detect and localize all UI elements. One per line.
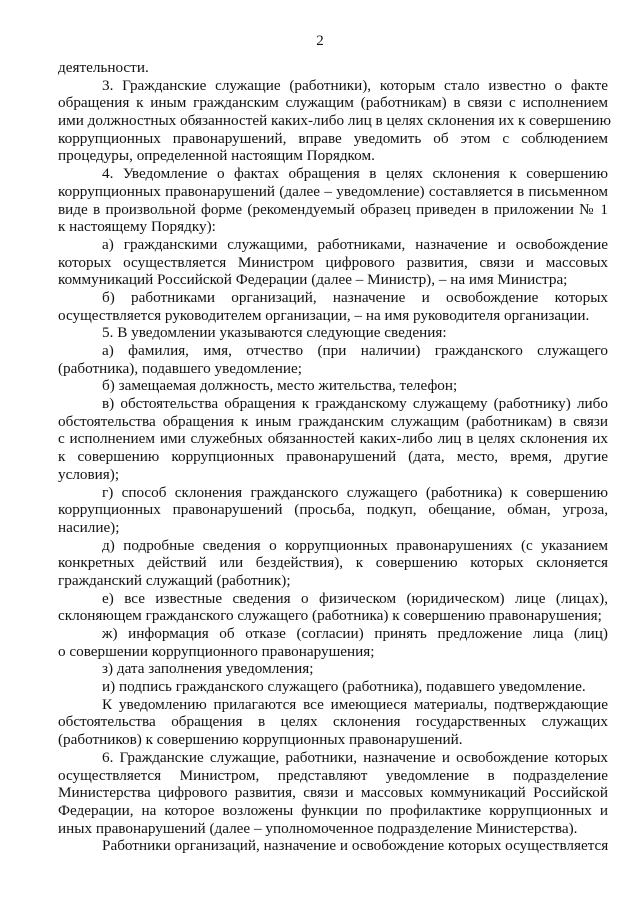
text-line: склоняющем гражданского служащего (работника) к совершению правонарушения; <box>58 607 602 625</box>
text-line: иных правонарушений (далее – уполномоченное подразделение Министерства). <box>58 819 578 837</box>
text-line: Работники организаций, назначение и освобождение которых осуществляется <box>102 837 609 855</box>
text-line: ж) информация об отказе (согласии) принять предложение лица (лиц) <box>102 625 608 642</box>
text-line: (работника), подавшего уведомление; <box>58 359 302 377</box>
text-line: б) работниками организаций, назначение и освобождение которых <box>102 288 608 306</box>
text-line: к совершению коррупционных правонарушений (дата, место, время, другие <box>58 448 608 466</box>
text-line: д) подробные сведения о коррупционных правонарушениях (с указанием <box>102 536 608 554</box>
text-line: условия); <box>58 465 120 483</box>
text-line: к настоящему Порядку): <box>58 218 216 236</box>
text-line: г) способ склонения гражданского служащего (работника) к совершению <box>102 483 608 501</box>
text-line: обстоятельства обращения в целях склонения государственных служащих <box>58 713 608 731</box>
text-line: коррупционных правонарушений (далее – уведомление) составляется в письменном <box>58 182 608 200</box>
text-line: 3. Гражданские служащие (работники), которым стало известно о факте <box>102 76 608 94</box>
text-line: е) все известные сведения о физическом (юридическом) лице (лицах), <box>102 589 608 607</box>
text-line: конкретных действий или бездействия), к совершению которых склоняется <box>58 554 608 572</box>
text-line: и) подпись гражданского служащего (работника), подавшего уведомление. <box>102 678 586 696</box>
text-line: 4. Уведомление о фактах обращения в целях склонения к совершению <box>102 165 608 183</box>
text-line: осуществляется Министром, представляют уведомление в подразделение <box>58 766 608 784</box>
text-line: насилие); <box>58 518 120 536</box>
page-number: 2 <box>316 33 324 49</box>
text-line: Министерства цифрового развития, связи и массовых коммуникаций Российской <box>58 784 608 802</box>
text-line: обращения к иным гражданским служащим (работникам) в связи с исполнением <box>58 94 608 112</box>
text-line: о совершении коррупционного правонарушения; <box>58 642 375 660</box>
text-line: 5. В уведомлении указываются следующие сведения: <box>102 324 447 342</box>
text-line: обстоятельства обращения к иным гражданским служащим (работникам) в связи <box>58 412 608 430</box>
text-line: К уведомлению прилагаются все имеющиеся материалы, подтверждающие <box>102 695 608 713</box>
text-line: виде в произвольной форме (рекомендуемый образец приведен в приложении № 1 <box>58 200 608 218</box>
text-line: с исполнением ими служебных обязанностей каких-либо лиц в целях склонения их <box>58 430 608 448</box>
text-line: а) гражданскими служащими, работниками, назначение и освобождение <box>102 235 608 253</box>
text-line: которых осуществляется Министром цифрового развития, связи и массовых <box>58 253 608 271</box>
text-line: коррупционных правонарушений, вправе уведомить об этом с соблюдением <box>58 129 608 147</box>
text-line: б) замещаемая должность, место жительства, телефон; <box>102 377 458 395</box>
text-line: ими должностных обязанностей каких-либо лиц в целях склонения их к совершению <box>58 112 611 130</box>
text-line: (работников) к совершению коррупционных правонарушений. <box>58 731 463 749</box>
text-line: гражданский служащий (работник); <box>58 571 291 589</box>
text-line: процедуры, определенной настоящим Порядком. <box>58 147 375 165</box>
text-line: з) дата заполнения уведомления; <box>102 660 314 678</box>
text-line: коммуникаций Российской Федерации (далее – Министр), – на имя Министра; <box>58 271 568 289</box>
text-line: коррупционных правонарушений (просьба, подкуп, обещание, обман, угроза, <box>58 501 608 519</box>
text-line: 6. Гражданские служащие, работники, назначение и освобождение которых <box>102 748 608 766</box>
document-body <box>58 59 611 855</box>
text-line: Федерации, на которое возложены функции по профилактике коррупционных и <box>58 801 608 819</box>
text-line: а) фамилия, имя, отчество (при наличии) гражданского служащего <box>102 342 608 359</box>
text-line: в) обстоятельства обращения к гражданскому служащему (работнику) либо <box>102 395 608 413</box>
text-line: осуществляется руководителем организации, – на имя руководителя организации. <box>58 306 590 324</box>
text-line: деятельности. <box>58 59 149 76</box>
